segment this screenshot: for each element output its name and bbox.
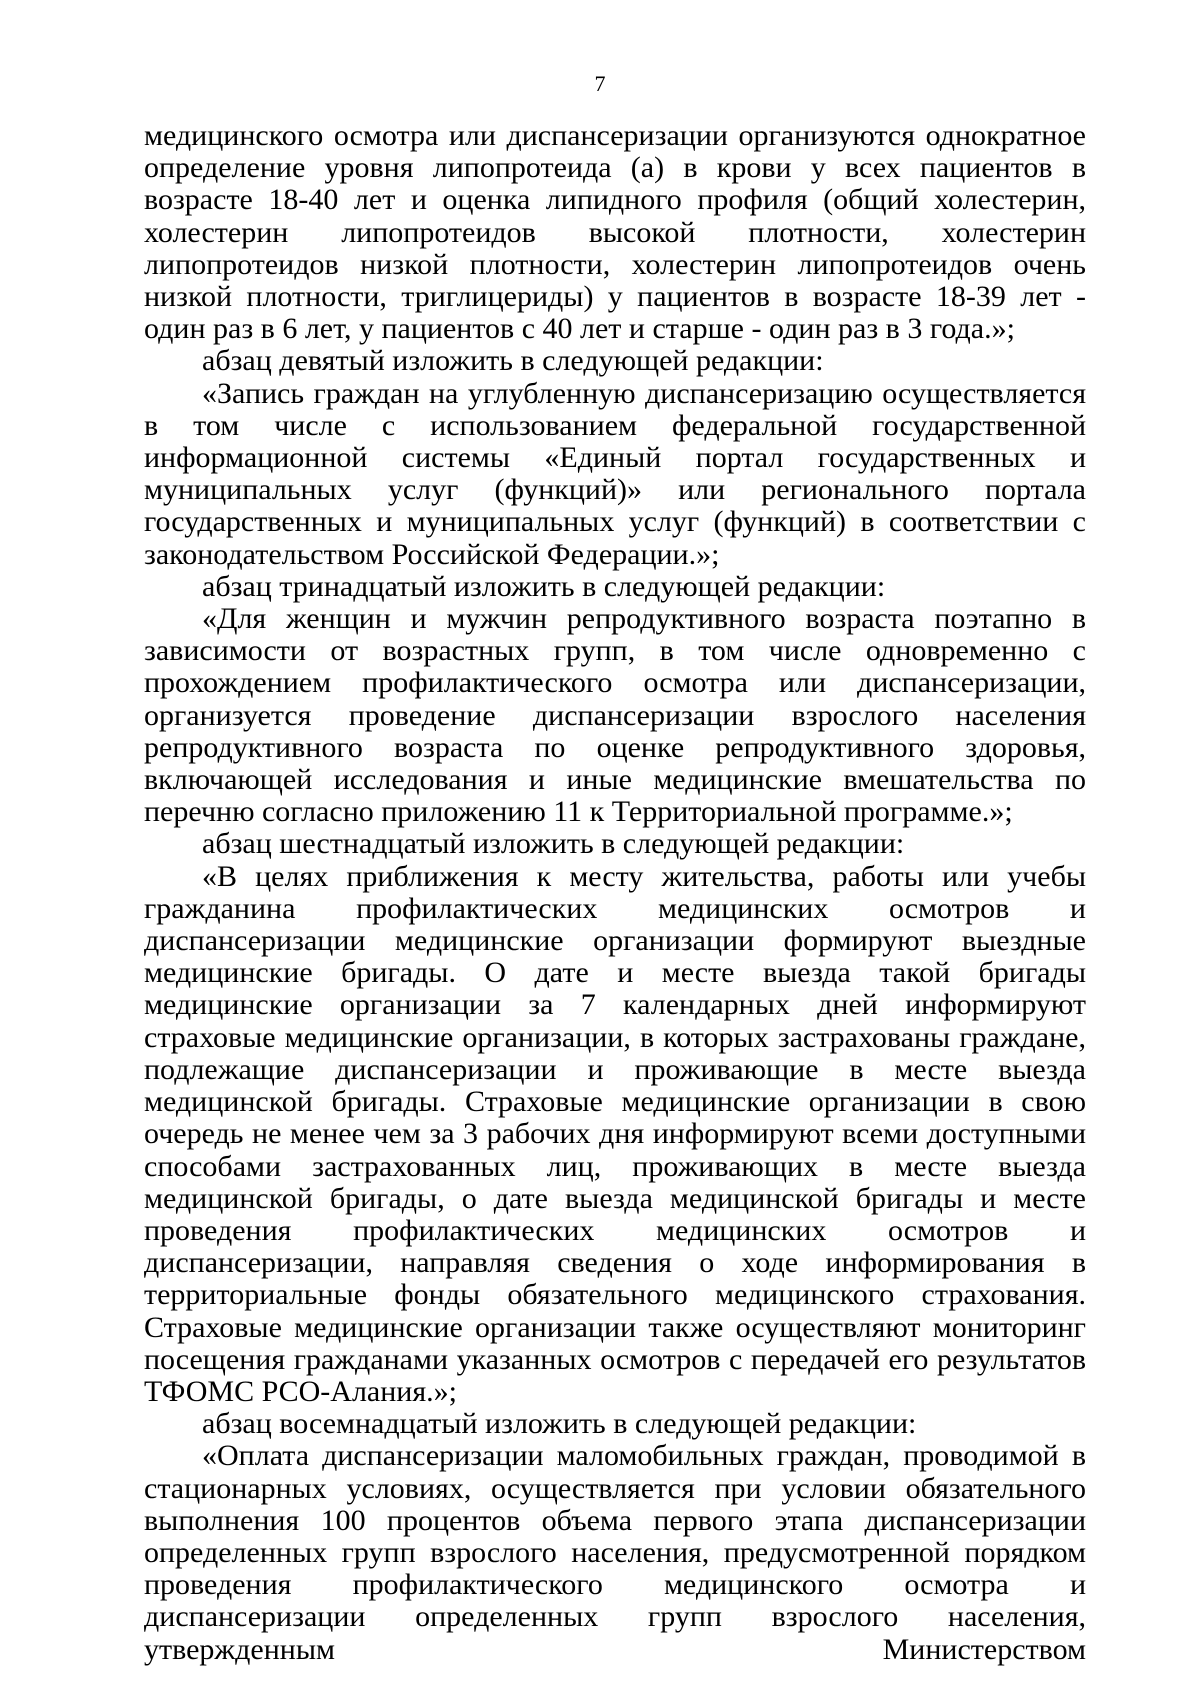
amendment-instruction-paragraph-18: абзац восемнадцатый изложить в следующей редакции: (202, 1407, 917, 1441)
amendment-text-payment: «Оплата диспансеризации маломобильных граждан, проводимой в стационарных условиях, осуществляется при условии обязательного выполнения 100 процентов объема первого этапа диспансеризации определенных групп взрослого населения, предусмотренной порядком проведения профилактического медицинского осмотра и диспансеризации определенных групп взрослого населения, утвержденным Министерством (144, 1439, 1086, 1666)
amendment-instruction-paragraph-16: абзац шестнадцатый изложить в следующей редакции: (202, 827, 905, 861)
amendment-text-registration: «Запись граждан на углубленную диспансеризацию осуществляется в том числе с использованием федеральной государственной информационной системы «Единый портал государственных и муниципальных услуг (функций)» или регионального портала государственных и муниципальных услуг (функций) в соответствии с законодательством Российской Федерации.»; (144, 376, 1086, 571)
document-body (144, 120, 1086, 1666)
amendment-text-mobile-teams: «В целях приближения к месту жительства, работы или учебы гражданина профилактических медицинских осмотров и диспансеризации медицинские организации формируют выездные медицинские бригады. О дате и месте выезда такой бригады медицинские организации за 7 календарных дней информируют страховые медицинские организации, в которых застрахованы граждане, подлежащие диспансеризации и проживающие в месте выезда медицинской бригады. Страховые медицинские организации в свою очередь не менее чем за 3 рабочих дня информируют всеми доступными способами застрахованных лиц, проживающих в месте выезда медицинской бригады, о дате выезда медицинской бригады и месте проведения профилактических медицинских осмотров и диспансеризации, направляя сведения о ходе информирования в территориальные фонды обязательного медицинского страхования. Страховые медицинские организации также осуществляют мониторинг посещения гражданами указанных осмотров с передачей его результатов ТФОМС РСО-Алания.»; (144, 859, 1086, 1408)
amendment-instruction-paragraph-9: абзац девятый изложить в следующей редакции: (202, 344, 824, 378)
paragraph-continuation: медицинского осмотра или диспансеризации организуются однократное определение уровня липопротеида (а) в крови у всех пациентов в возрасте 18-40 лет и оценка липидного профиля (общий холестерин, холестерин липопротеидов высокой плотности, холестерин липопротеидов низкой плотности, холестерин липопротеидов очень низкой плотности, триглицериды) у пациентов в возрасте 18-39 лет - один раз в 6 лет, у пациентов с 40 лет и старше - один раз в 3 года.»; (144, 119, 1086, 346)
amendment-instruction-paragraph-13: абзац тринадцатый изложить в следующей редакции: (202, 569, 886, 603)
amendment-text-reproductive-health: «Для женщин и мужчин репродуктивного возраста поэтапно в зависимости от возрастных групп, в том числе одновременно с прохождением профилактического осмотра или диспансеризации, организуется проведение диспансеризации взрослого населения репродуктивного возраста по оценке репродуктивного здоровья, включающей исследования и иные медицинские вмешательства по перечню согласно приложению 11 к Территориальной программе.»; (144, 602, 1086, 829)
page-number: 7 (594, 71, 606, 96)
